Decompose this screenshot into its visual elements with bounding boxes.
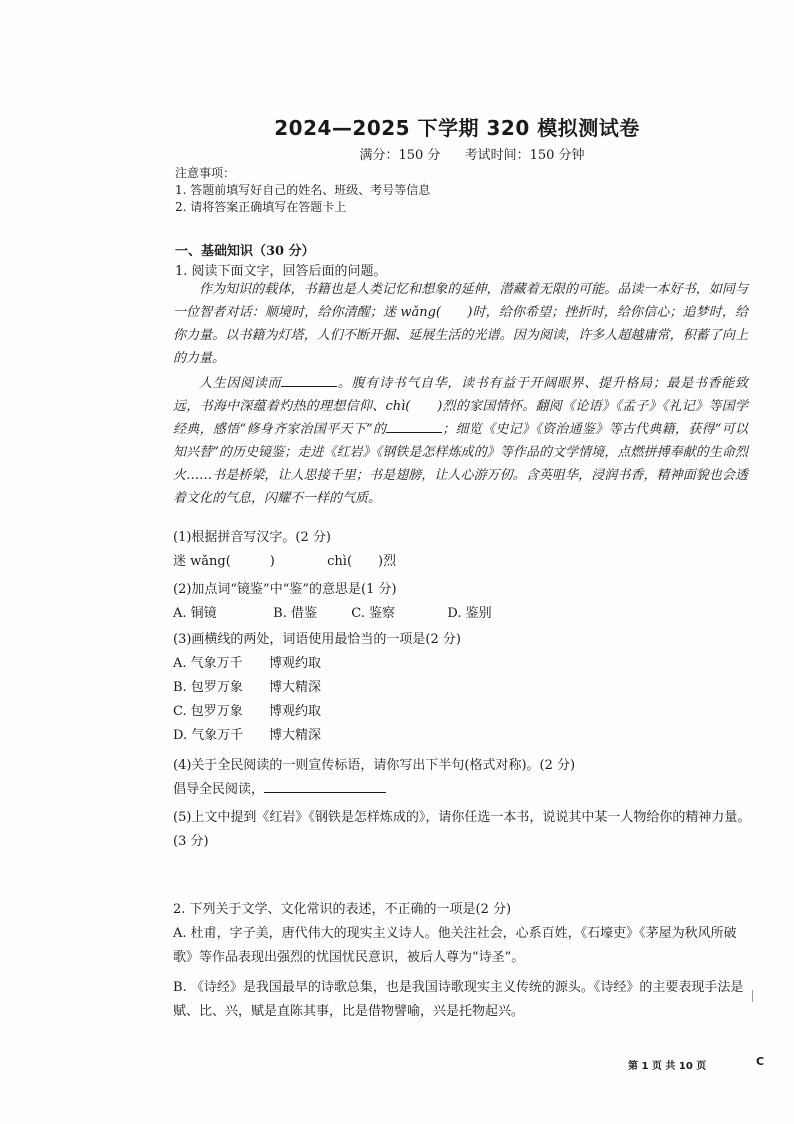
option-d-value: 博大精深 (269, 728, 322, 743)
option-d[interactable]: D. 鉴别 (447, 606, 492, 621)
sub-question-5-text: (5)上文中提到《红岩》《钢铁是怎样炼成的》，请你任选一本书，说说其中某一人物给你的精神力量。(3 分) (173, 810, 751, 849)
sub-question-2-options (173, 602, 753, 626)
passage-p2-part-b: 。腹有诗书气自华，读书有益于开阔眼界、提升格局；最是书香能致远，书海中深蕴着灼热的理想信仰、chì( )烈的家国情怀。翻阅《论语》《孟子》《礼记》等国学经典，感悟“修身齐家治国平天下”的 (173, 376, 748, 437)
corner-mark: C (756, 1055, 765, 1068)
exam-title: 2024—2025 下学期 320 模拟测试卷 (274, 116, 640, 140)
question-2-option-a[interactable]: A. 杜甫，字子美，唐代伟大的现实主义诗人。他关注社会，心系百姓，《石壕吏》《茅屋为秋风所破歌》等作品表现出强烈的忧国忧民意识，被后人尊为“诗圣”。 (173, 926, 737, 965)
slogan-row (173, 778, 753, 802)
scan-edge-mark (752, 990, 759, 1002)
fill-blank-2[interactable] (386, 420, 442, 433)
question-1-intro: 1. 阅读下面文字，回答后面的问题。 (175, 264, 387, 279)
exam-meta (0, 144, 794, 163)
option-c-label: C. 包罗万象 (173, 704, 243, 719)
sub-question-4 (173, 754, 753, 802)
passage-paragraph-2 (173, 372, 748, 510)
sub-question-2 (173, 578, 753, 626)
question-2 (173, 898, 753, 1024)
notes-item-2: 2. 请将答案正确填写在答题卡上 (175, 200, 347, 214)
option-a-label: A. 气象万千 (173, 656, 243, 671)
passage-p2-part-c: ；细览《史记》《资治通鉴》等古代典籍，获得“可以知兴替”的历史镜鉴；走进《红岩》《钢铁是怎样炼成的》等作品的文学情境，点燃拼搏奉献的生命烈火……书是桥梁，让人思接千里；书是翅膀，让人心游万仞。含英咀华，浸润书香，精神面貌也会透着文化的气息，闪耀不一样的气质。 (173, 422, 748, 506)
notes-heading: 注意事项： (175, 166, 236, 180)
option-row-b[interactable] (173, 676, 753, 700)
option-row-c[interactable] (173, 700, 753, 724)
fill-blank-1[interactable] (281, 374, 337, 387)
sub-question-2-text: (2)加点词“镜鉴”中“鉴”的意思是(1 分) (173, 582, 397, 597)
option-c-value: 博观约取 (269, 704, 322, 719)
option-row-a[interactable] (173, 652, 753, 676)
sub-question-3 (173, 628, 753, 748)
option-b[interactable]: B. 借鉴 (273, 606, 317, 621)
pinyin-item-a[interactable]: 迷 wǎng( ) (173, 554, 275, 569)
exam-time: 考试时间：150 分钟 (464, 148, 585, 163)
page-footer: 第 1 页 共 10 页 (628, 1061, 707, 1072)
option-a[interactable]: A. 铜镜 (173, 606, 217, 621)
section-title: 一、基础知识（30 分） (175, 244, 315, 259)
slogan-answer-line[interactable] (264, 780, 386, 793)
slogan-prompt: 倡导全民阅读， (173, 782, 265, 797)
question-2-option-b[interactable]: B. 《诗经》是我国最早的诗歌总集，也是我国诗歌现实主义传统的源头。《诗经》的主要表现手法是赋、比、兴，赋是直陈其事，比是借物譬喻，兴是托物起兴。 (173, 980, 744, 1019)
option-b-value: 博大精深 (269, 680, 322, 695)
option-b-label: B. 包罗万象 (173, 680, 243, 695)
pinyin-item-b[interactable]: chì( )烈 (327, 554, 397, 569)
full-score: 满分：150 分 (359, 148, 441, 163)
option-c[interactable]: C. 鉴察 (351, 606, 396, 621)
option-d-label: D. 气象万千 (173, 728, 244, 743)
option-row-d[interactable] (173, 724, 753, 748)
option-a-value: 博观约取 (269, 656, 322, 671)
passage-paragraph-1: 作为知识的载体，书籍也是人类记忆和想象的延伸，潜藏着无限的可能。品读一本好书，如同与一位智者对话：顺境时，给你清醒；迷 wǎng( )时，给你希望；挫折时，给你信心；追梦时，给你力量。以书籍为灯塔，人们不断开掘、延展生活的光谱。因为阅读，许多人超越庸常，积蓄了向上的力量。 (173, 282, 748, 366)
sub-question-3-text: (3)画横线的两处，词语使用最恰当的一项是(2 分) (173, 632, 461, 647)
sub-question-1-text: (1)根据拼音写汉字。(2 分) (173, 530, 331, 545)
reading-passage (173, 278, 748, 512)
notes-item-1: 1. 答题前填写好自己的姓名、班级、考号等信息 (175, 183, 431, 197)
pinyin-row (173, 550, 753, 574)
question-2-text: 2. 下列关于文学、文化常识的表述，不正确的一项是(2 分) (173, 902, 512, 917)
passage-p2-part-a: 人生因阅读而 (199, 376, 282, 391)
sub-question-1 (173, 526, 753, 574)
notes-block (175, 165, 430, 216)
sub-question-5 (173, 806, 753, 854)
sub-question-4-text: (4)关于全民阅读的一则宣传标语，请你写出下半句(格式对称)。(2 分) (173, 758, 576, 773)
